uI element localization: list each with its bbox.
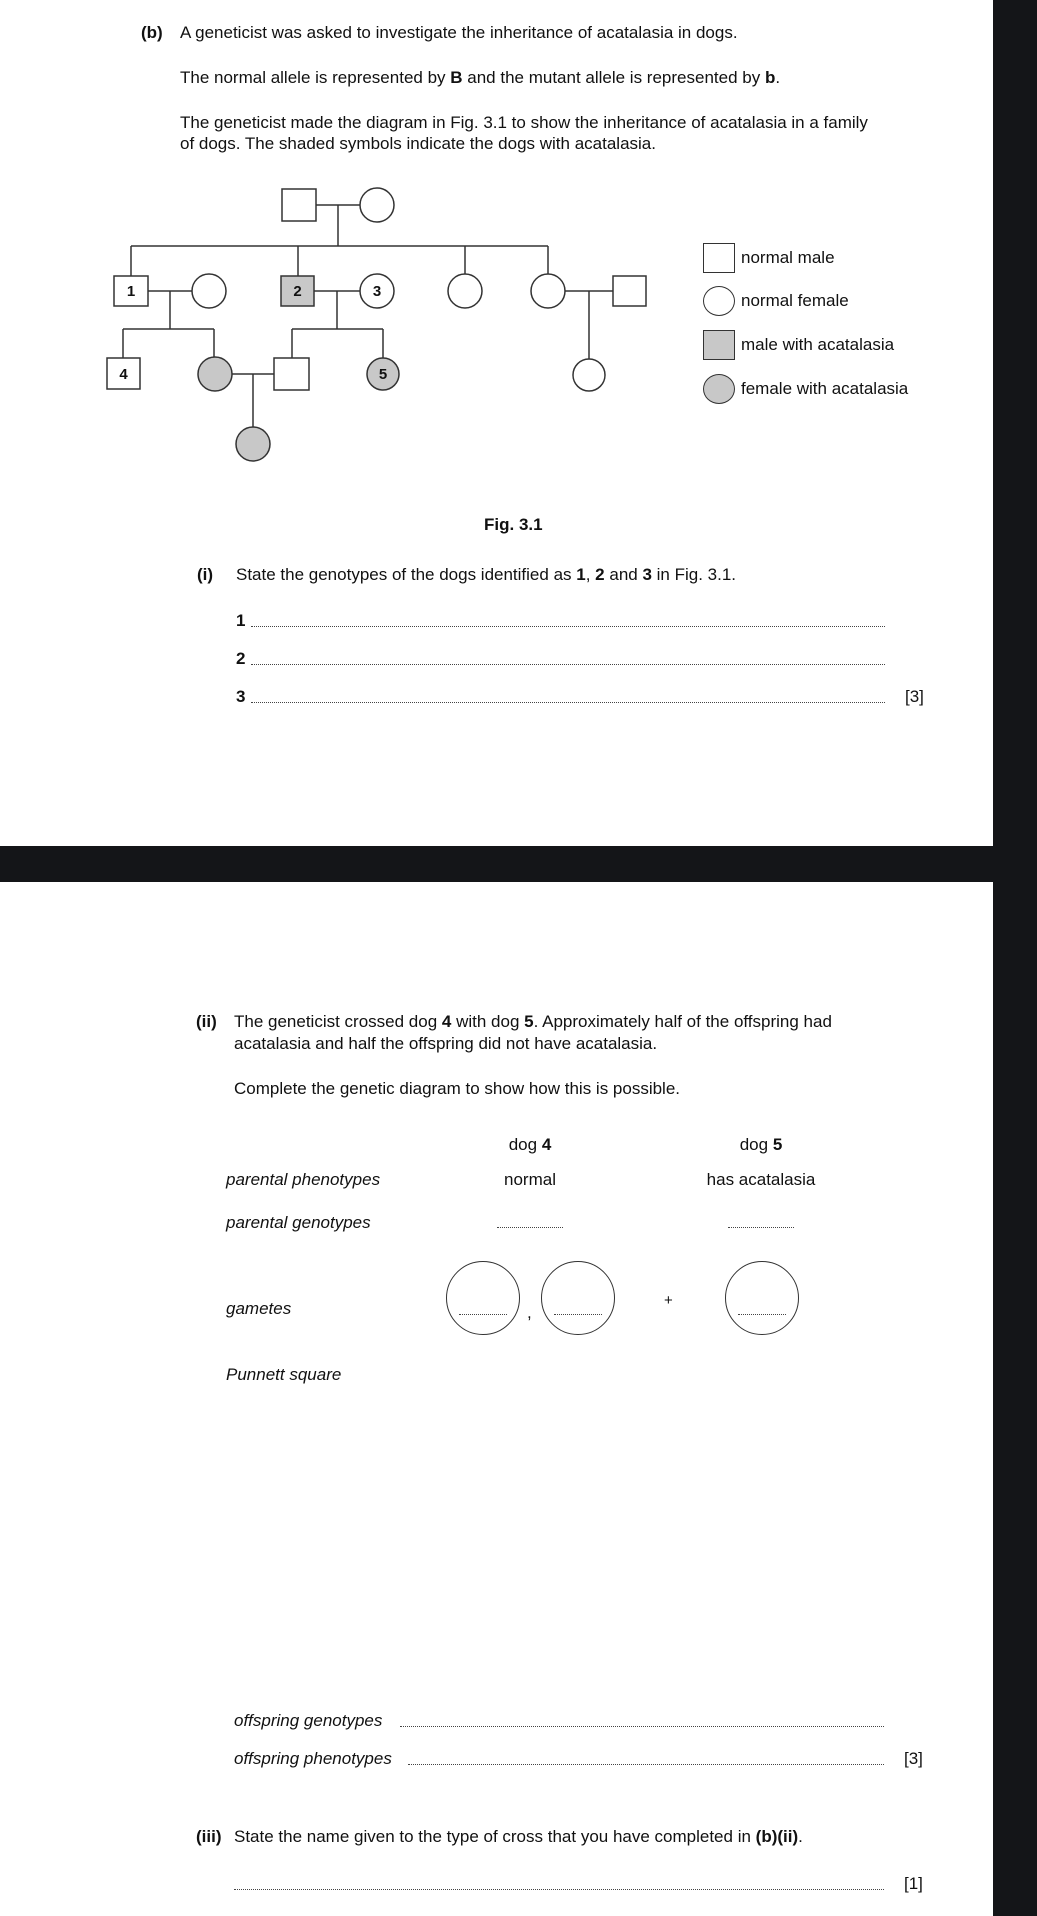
answer-line-1[interactable]	[251, 626, 885, 627]
grandchild-normal-female	[573, 359, 605, 391]
part-ii-instruction: Complete the genetic diagram to show how this is possible.	[234, 1079, 681, 1098]
part-ii-question-line-2: acatalasia and half the offspring did not have acatalasia.	[234, 1034, 658, 1053]
part-b-intro: A geneticist was asked to investigate the inheritance of acatalasia in dogs.	[180, 23, 738, 42]
dog-5-label: 5	[378, 366, 388, 383]
dog-5-heading: dog 5	[739, 1135, 783, 1154]
legend-normal-female: normal female	[703, 286, 849, 316]
offspring-genotypes-input[interactable]	[400, 1726, 884, 1727]
diagram-intro-line-2: of dogs. The shaded symbols indicate the dogs with acatalasia.	[180, 134, 656, 153]
answer-line-3-label: 3	[236, 687, 246, 706]
pedigree-lines	[123, 205, 613, 427]
answer-line-3[interactable]	[251, 702, 885, 703]
normal-male-square-icon	[703, 243, 735, 273]
shaded-square-icon	[703, 330, 735, 360]
part-iii-question: State the name given to the type of cross that you have completed in (b)(ii).	[234, 1827, 803, 1846]
exam-page-2	[0, 882, 993, 1916]
normal-female-circle-icon	[703, 286, 735, 316]
part-iii-marks: [1]	[904, 1874, 923, 1893]
dog-3-label: 3	[372, 283, 382, 300]
shaded-circle-icon	[703, 374, 735, 404]
diagram-intro-line-1: The geneticist made the diagram in Fig. 3.1 to show the inheritance of acatalasia in a family	[180, 113, 868, 132]
exam-page-1	[0, 0, 993, 846]
female-with-acatalasia-gen3	[198, 357, 232, 391]
dog-1-mate-normal-female	[192, 274, 226, 308]
sibling-normal-female-mated	[531, 274, 565, 308]
part-ii-label: (ii)	[196, 1012, 217, 1031]
gametes-label: gametes	[226, 1299, 292, 1318]
dog-4-label: 4	[119, 366, 128, 383]
legend-normal-male: normal male	[703, 243, 835, 273]
dog-4-gamete-1-circle[interactable]	[446, 1261, 520, 1335]
part-iii-label: (iii)	[196, 1827, 222, 1846]
figure-caption: Fig. 3.1	[484, 515, 543, 534]
dog-4-heading: dog 4	[508, 1135, 552, 1154]
gamete-comma: ,	[527, 1303, 532, 1322]
normal-male-gen3	[274, 358, 309, 390]
part-ii-question-line-1: The geneticist crossed dog 4 with dog 5. Approximately half of the offspring had	[234, 1012, 832, 1031]
legend-female-with-acatalasia: female with acatalasia	[703, 374, 908, 404]
answer-line-2[interactable]	[251, 664, 885, 665]
offspring-phenotypes-label: offspring phenotypes	[234, 1749, 392, 1768]
part-i-question: State the genotypes of the dogs identified as 1, 2 and 3 in Fig. 3.1.	[236, 565, 737, 584]
part-b-label: (b)	[141, 23, 163, 42]
dog-4-phenotype: normal	[504, 1170, 556, 1189]
dog-1-label: 1	[126, 283, 136, 300]
parental-phenotypes-label: parental phenotypes	[226, 1170, 381, 1189]
offspring-phenotypes-input[interactable]	[408, 1764, 884, 1765]
dog-5-gamete-circle[interactable]	[725, 1261, 799, 1335]
dog-5-phenotype: has acatalasia	[706, 1170, 816, 1189]
gamete-plus: +	[664, 1292, 673, 1309]
sibling-mate-normal-male	[613, 276, 646, 306]
part-i-label: (i)	[197, 565, 214, 584]
answer-line-2-label: 2	[236, 649, 246, 668]
legend-male-with-acatalasia: male with acatalasia	[703, 330, 894, 360]
punnett-square-area[interactable]	[226, 1402, 886, 1762]
punnett-square-label: Punnett square	[226, 1365, 342, 1384]
dog-4-gamete-2-circle[interactable]	[541, 1261, 615, 1335]
part-i-marks: [3]	[905, 687, 924, 706]
grandfather-normal-male	[282, 189, 316, 221]
dog-5-genotype-input[interactable]	[728, 1227, 794, 1228]
female-with-acatalasia-gen4	[236, 427, 270, 461]
answer-line-1-label: 1	[236, 611, 246, 630]
pedigree-diagram	[0, 0, 993, 846]
part-ii-marks: [3]	[904, 1749, 923, 1768]
offspring-genotypes-label: offspring genotypes	[234, 1711, 383, 1730]
allele-statement: The normal allele is represented by B and the mutant allele is represented by b.	[180, 68, 781, 87]
part-iii-answer-line[interactable]	[234, 1889, 884, 1890]
parental-genotypes-label: parental genotypes	[226, 1213, 371, 1232]
sibling-normal-female	[448, 274, 482, 308]
dog-4-genotype-input[interactable]	[497, 1227, 563, 1228]
grandmother-normal-female	[360, 188, 394, 222]
dog-2-label: 2	[293, 283, 302, 300]
